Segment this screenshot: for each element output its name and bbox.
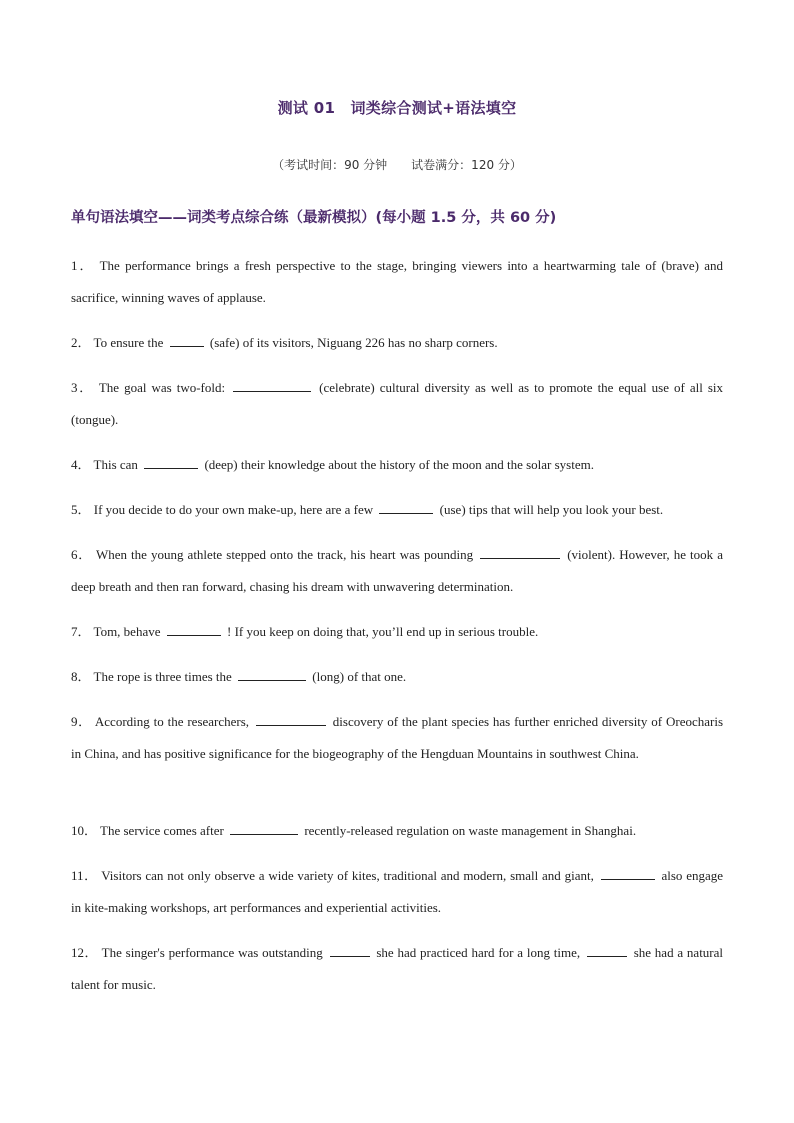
question-number: 8．	[71, 669, 91, 684]
question-text: ! If you keep on doing that, you’ll end up in serious trouble.	[227, 624, 539, 639]
question-text: This can	[93, 457, 138, 472]
answer-blank[interactable]	[144, 454, 198, 469]
answer-blank[interactable]	[233, 377, 311, 392]
question-number: 2．	[71, 335, 91, 350]
question-number: 12．	[71, 945, 99, 960]
question-text: When the young athlete stepped onto the track, his heart was pounding	[95, 547, 474, 562]
question-text: The service comes after	[100, 823, 224, 838]
question-text: also engage in kite-making workshops, art performances and experiential activities.	[71, 868, 724, 915]
section-heading: 单句语法填空——词类考点综合练（最新模拟）(每小题 1.5 分，共 60 分)	[71, 210, 557, 226]
answer-blank[interactable]	[167, 621, 221, 636]
question-10	[71, 815, 723, 847]
question-11	[71, 860, 723, 924]
question-text: The performance brings a fresh perspective to the stage, bringing viewers into a heartwarming tale of (brave) and sacrifice, winning waves of applause.	[71, 258, 723, 305]
question-text: Tom, behave	[93, 624, 161, 639]
question-text: discovery of the plant species has further enriched diversity of Oreocharis in China, and has positive significance for the biogeography of the Hengduan Mountains in southwest China.	[71, 714, 724, 761]
answer-blank[interactable]	[256, 711, 326, 726]
answer-blank[interactable]	[480, 544, 560, 559]
question-text: Visitors can not only observe a wide variety of kites, traditional and modern, small and giant,	[101, 868, 594, 883]
question-3	[71, 372, 723, 436]
question-text: To ensure the	[93, 335, 164, 350]
answer-blank[interactable]	[170, 332, 204, 347]
question-9	[71, 706, 723, 770]
question-number: 5．	[71, 502, 91, 517]
answer-blank[interactable]	[230, 820, 298, 835]
question-text: (violent). However, he took a deep breath and then ran forward, chasing his dream with unwavering determination.	[71, 547, 723, 594]
answer-blank[interactable]	[330, 942, 370, 957]
question-text: The rope is three times the	[93, 669, 232, 684]
question-number: 7．	[71, 624, 91, 639]
question-5	[71, 494, 723, 526]
question-number: 6．	[71, 547, 93, 562]
question-text: (celebrate) cultural diversity as well as to promote the equal use of all six (tongue).	[71, 380, 724, 427]
question-2	[71, 327, 723, 359]
question-number: 3．	[71, 380, 95, 395]
exam-info: （考试时间：90 分钟 试卷满分：120 分）	[272, 158, 522, 172]
question-text: (use) tips that will help you look your best.	[439, 502, 664, 517]
question-text: (long) of that one.	[312, 669, 407, 684]
question-text: The singer's performance was outstanding	[101, 945, 323, 960]
question-number: 4．	[71, 457, 91, 472]
question-1	[71, 250, 723, 314]
page-title: 测试 01 词类综合测试+语法填空	[277, 99, 517, 117]
question-text: (deep) their knowledge about the history of the moon and the solar system.	[204, 457, 594, 472]
answer-blank[interactable]	[601, 865, 655, 880]
question-12	[71, 937, 723, 1001]
question-text: (safe) of its visitors, Niguang 226 has no sharp corners.	[209, 335, 498, 350]
question-text: The goal was two-fold:	[98, 380, 226, 395]
question-text: According to the researchers,	[94, 714, 250, 729]
question-text: If you decide to do your own make-up, here are a few	[93, 502, 374, 517]
question-8	[71, 661, 723, 693]
question-number: 11．	[71, 868, 98, 883]
question-number: 10．	[71, 823, 98, 838]
answer-blank[interactable]	[238, 666, 306, 681]
question-number: 9．	[71, 714, 92, 729]
question-4	[71, 449, 723, 481]
question-6	[71, 539, 723, 603]
question-text: recently-released regulation on waste management in Shanghai.	[304, 823, 637, 838]
answer-blank[interactable]	[379, 499, 433, 514]
question-text: she had practiced hard for a long time,	[376, 945, 581, 960]
question-7	[71, 616, 723, 648]
question-text: she had a natural talent for music.	[71, 945, 724, 992]
answer-blank[interactable]	[587, 942, 627, 957]
question-number: 1．	[71, 258, 95, 273]
